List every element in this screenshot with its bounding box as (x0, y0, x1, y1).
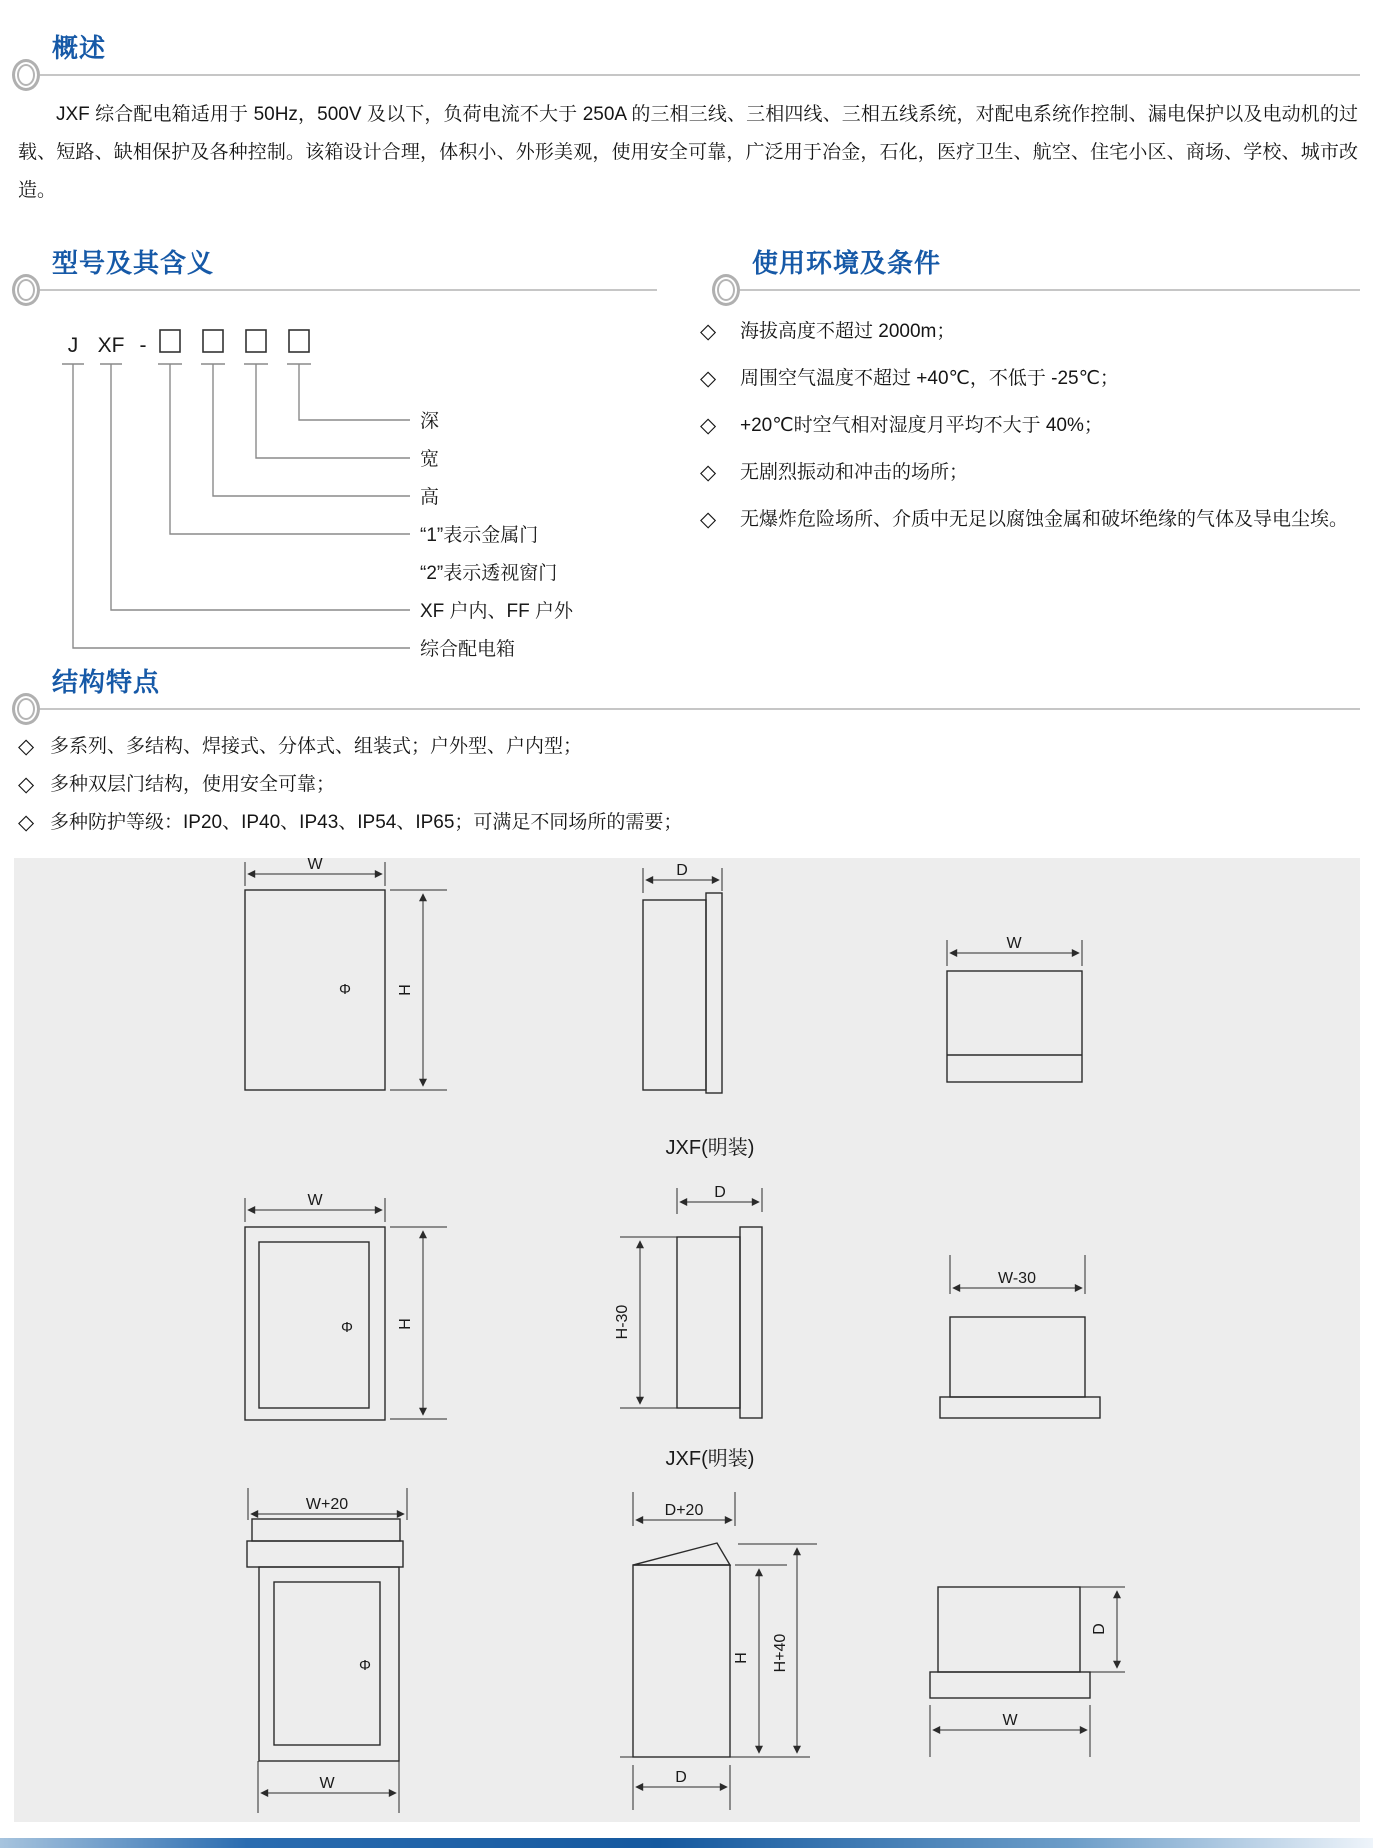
list-item (18, 804, 1358, 842)
list-item-text: 多系列、多结构、焊接式、分体式、组装式；户外型、户内型； (50, 736, 583, 757)
drawing-row1-side-view (643, 868, 722, 1093)
dim-label-h-minus-30: H-30 (614, 1304, 631, 1340)
diamond-bullet-icon: ◇ (700, 367, 717, 390)
dim-label-d: D (676, 862, 688, 879)
drawing-row2-side-view (620, 1188, 762, 1418)
legend-metal-door: “1”表示金属门 (420, 525, 539, 546)
list-item (18, 728, 1358, 766)
structure-list (18, 728, 1358, 842)
legend-depth: 深 (420, 411, 440, 432)
diamond-bullet-icon: ◇ (700, 414, 717, 437)
list-item (700, 359, 1368, 399)
dim-label-w: W (1002, 1712, 1018, 1729)
environment-list (700, 312, 1368, 547)
dim-label-w: W (307, 1192, 323, 1209)
dim-label-h: H (733, 1652, 750, 1664)
dim-label-d: D (675, 1769, 687, 1786)
dim-label-d-plus-20: D+20 (664, 1502, 704, 1519)
list-item-text: +20℃时空气相对湿度月平均不大于 40%； (740, 415, 1103, 436)
list-item (700, 406, 1368, 446)
model-code-lines (62, 364, 410, 648)
list-item-text: 多种防护等级：IP20、IP40、IP43、IP54、IP65；可满足不同场所的需要； (50, 812, 683, 833)
legend-indoor-outdoor: XF 户内、FF 户外 (420, 601, 574, 622)
section-divider (40, 708, 1360, 710)
legend-window-door: “2”表示透视窗门 (420, 563, 558, 584)
drawing-caption: JXF(明装) (665, 1448, 755, 1470)
drawing-row2-front-view (245, 1198, 447, 1420)
diamond-bullet-icon: ◇ (18, 811, 35, 834)
door-handle-phi-icon: Φ (339, 981, 351, 998)
diamond-bullet-icon: ◇ (700, 508, 717, 531)
section-title-model: 型号及其含义 (52, 248, 215, 278)
drawing-row3-front-view (247, 1488, 407, 1813)
diamond-bullet-icon: ◇ (18, 773, 35, 796)
section-divider (40, 289, 657, 291)
legend-width: 宽 (420, 449, 440, 470)
dim-label-w: W (319, 1775, 335, 1792)
technical-drawings-panel (14, 858, 1360, 1822)
door-handle-phi-icon: Φ (359, 1657, 371, 1674)
footer-gradient-bar (0, 1838, 1373, 1848)
model-code-boxes (160, 330, 309, 352)
door-handle-phi-icon: Φ (341, 1319, 353, 1336)
model-letter-j: J (67, 334, 79, 357)
list-item-text: 海拔高度不超过 2000m； (740, 321, 956, 342)
overview-paragraph: JXF 综合配电箱适用于 50Hz，500V 及以下，负荷电流不大于 250A 的三相三线、三相四线、三相五线系统，对配电系统作控制、漏电保护以及电动机的过载、短路、缺相保护及各种控制。该箱设计合理，体积小、外形美观，使用安全可靠，广泛用于冶金，石化，医疗卫生、航空、住宅小区、商场、学校、城市改造。 (18, 104, 1358, 201)
model-legend-labels (420, 410, 574, 660)
legend-box-type: 综合配电箱 (420, 639, 516, 660)
drawing-row3-top-view (930, 1587, 1125, 1757)
list-item-text: 无爆炸危险场所、介质中无足以腐蚀金属和破坏绝缘的气体及导电尘埃。 (740, 509, 1349, 530)
diamond-bullet-icon: ◇ (700, 461, 717, 484)
ring-icon (12, 59, 40, 91)
drawing-row1-top-view (947, 940, 1082, 1082)
dim-label-w: W (1006, 935, 1022, 952)
section-title-overview: 概述 (52, 33, 107, 63)
section-title-environment: 使用环境及条件 (752, 248, 942, 278)
ring-icon (12, 274, 40, 306)
list-item (700, 453, 1368, 493)
legend-height: 高 (420, 487, 440, 508)
section-divider (40, 74, 1360, 76)
diamond-bullet-icon: ◇ (18, 735, 35, 758)
dim-label-h: H (397, 984, 414, 996)
section-divider (740, 289, 1360, 291)
ring-icon (712, 274, 740, 306)
list-item-text: 无剧烈振动和冲击的场所； (740, 462, 969, 483)
drawing-row1-front-view (245, 862, 447, 1090)
diamond-bullet-icon: ◇ (700, 320, 717, 343)
dim-label-w: W (307, 858, 323, 873)
dim-label-w-minus-30: W-30 (998, 1270, 1036, 1287)
dim-label-d: D (714, 1184, 726, 1201)
technical-drawings (14, 858, 1360, 1822)
dim-label-w-plus-20: W+20 (305, 1496, 349, 1513)
list-item (18, 766, 1358, 804)
model-code-prefix (68, 334, 147, 357)
section-title-structure: 结构特点 (52, 667, 161, 697)
dim-label-d: D (1091, 1623, 1108, 1635)
list-item-text: 多种双层门结构，使用安全可靠； (50, 774, 336, 795)
list-item-text: 周围空气温度不超过 +40℃，不低于 -25℃； (740, 368, 1119, 389)
list-item (700, 312, 1368, 352)
drawing-caption: JXF(明装) (665, 1137, 755, 1159)
list-item (700, 500, 1368, 540)
dim-label-h-plus-40: H+40 (772, 1633, 789, 1673)
model-dash: - (139, 334, 147, 357)
model-code-diagram (40, 315, 660, 675)
model-letters-xf: XF (97, 334, 125, 357)
dim-label-h: H (397, 1318, 414, 1330)
ring-icon (12, 693, 40, 725)
